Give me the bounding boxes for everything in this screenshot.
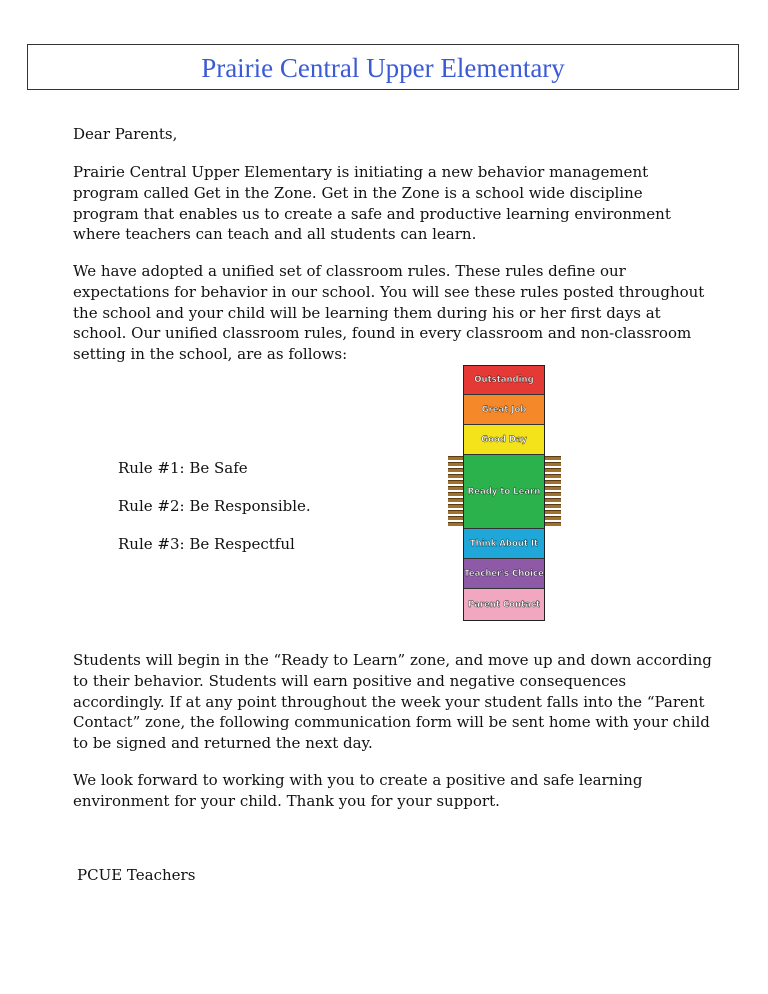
zone-outstanding: Outstanding [464,366,544,395]
title-box [27,44,739,90]
paragraph-zones: Students will begin in the “Ready to Learn” zone, and move up and down according to their behavior. Students will earn positive and negative consequences accordingly. If at any point throughout the week your student falls into the “Parent Contact” zone, the following communication form will be sent home with your child to be signed and returned the next day. [73,651,712,753]
zone-great-job: Great Job [464,395,544,425]
signature: PCUE Teachers [77,866,196,884]
page-title: Prairie Central Upper Elementary [201,53,565,83]
behavior-chart [463,365,545,621]
rule-1: Rule #1: Be Safe [118,459,248,477]
paragraph-closing: We look forward to working with you to create a positive and safe learning environment for your child. Thank you for your support. [73,771,643,810]
salutation: Dear Parents, [73,125,178,143]
paragraph-intro: Prairie Central Upper Elementary is initiating a new behavior management program called Get in the Zone. Get in the Zone is a school wide discipline program that enables us to create a safe and productive learning environment where teachers can teach and all students can learn. [73,163,671,244]
clothespins-left [448,456,464,530]
zone-teachers-choice: Teacher's Choice [464,559,544,589]
rule-3: Rule #3: Be Respectful [118,535,295,553]
zone-ready-to-learn: Ready to Learn [464,455,544,529]
rule-2: Rule #2: Be Responsible. [118,497,311,515]
paragraph-rules-intro: We have adopted a unified set of classroom rules. These rules define our expectations for behavior in our school. You will see these rules posted throughout the school and your child will be learning them during his or her first days at school. Our unified classroom rules, found in every classroom and non-classroom setting in the school, are as follows: [73,262,705,364]
zone-parent-contact: Parent Contact [464,589,544,620]
zone-think-about-it: Think About It [464,529,544,559]
clothespins-right [545,456,561,530]
zone-good-day: Good Day [464,425,544,455]
